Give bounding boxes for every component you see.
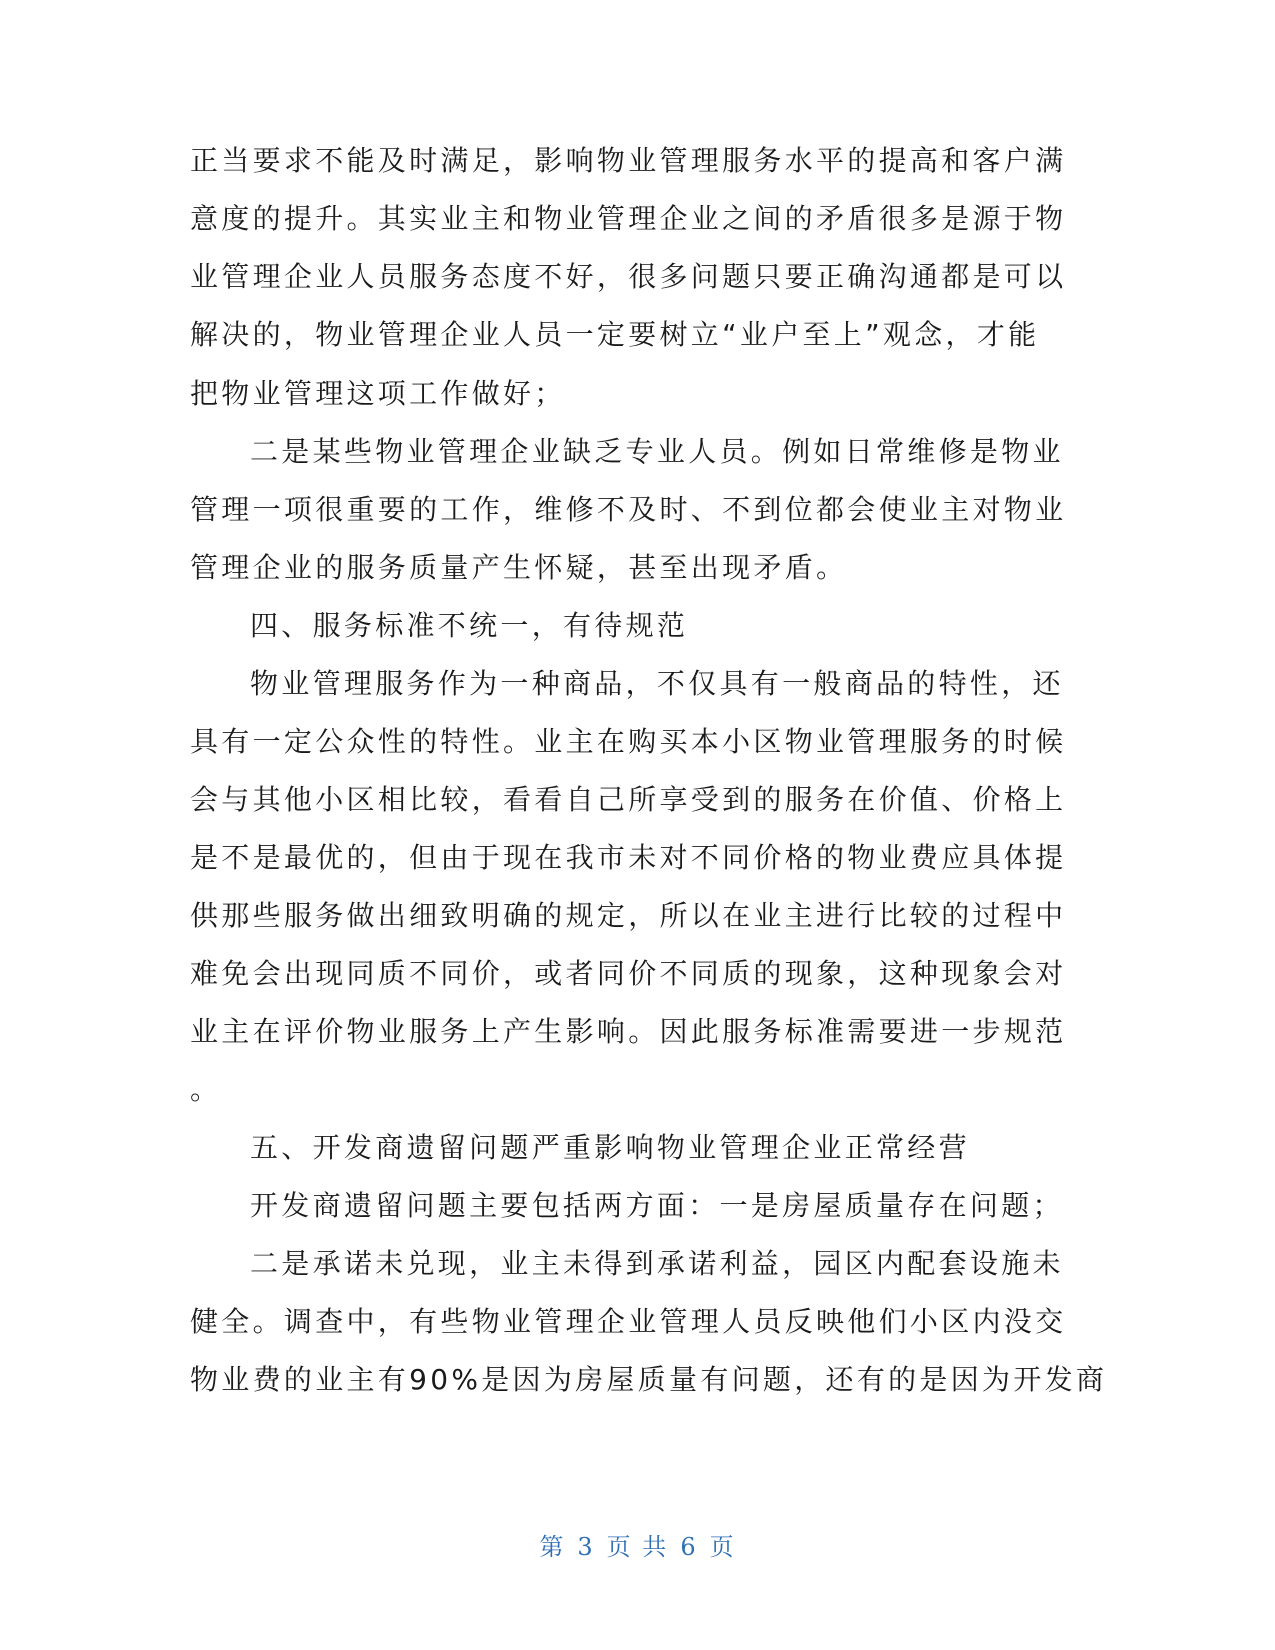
body-text-line: 把物业管理这项工作做好； (190, 377, 566, 410)
paragraph-first-line: 开发商遗留问题主要包括两方面：一是房屋质量存在问题； (250, 1189, 1064, 1222)
body-text-line: 解决的，物业管理企业人员一定要树立“业户至上”观念，才能 (190, 318, 1040, 351)
body-text-line: 健全。调查中，有些物业管理企业管理人员反映他们小区内没交 (190, 1305, 1067, 1338)
page-footer (0, 1532, 1275, 1562)
section-heading: 五、开发商遗留问题严重影响物业管理企业正常经营 (250, 1131, 970, 1164)
section-heading: 四、服务标准不统一，有待规范 (250, 609, 689, 642)
body-text-line: 正当要求不能及时满足，影响物业管理服务水平的提高和客户满 (190, 144, 1067, 177)
body-text-line: 物业费的业主有90%是因为房屋质量有问题，还有的是因为开发商 (190, 1363, 1108, 1396)
paragraph-first-line: 二是承诺未兑现，业主未得到承诺利益，园区内配套设施未 (250, 1247, 1064, 1280)
footer-middle: 页 共 (606, 1533, 669, 1561)
body-text-line: 是不是最优的，但由于现在我市未对不同价格的物业费应具体提 (190, 841, 1067, 874)
body-text-line: 意度的提升。其实业主和物业管理企业之间的矛盾很多是源于物 (190, 202, 1067, 235)
body-text-line: 业主在评价物业服务上产生影响。因此服务标准需要进一步规范 (190, 1015, 1067, 1048)
body-text-line: 管理企业的服务质量产生怀疑，甚至出现矛盾。 (190, 551, 848, 584)
body-text-line: 具有一定公众性的特性。业主在购买本小区物业管理服务的时候 (190, 725, 1067, 758)
current-page-number: 3 (577, 1533, 595, 1561)
footer-suffix: 页 (709, 1533, 736, 1561)
body-text-line: 难免会出现同质不同价，或者同价不同质的现象，这种现象会对 (190, 957, 1067, 990)
body-text-line: 供那些服务做出细致明确的规定，所以在业主进行比较的过程中 (190, 899, 1067, 932)
body-text-line: 业管理企业人员服务态度不好，很多问题只要正确沟通都是可以 (190, 260, 1067, 293)
paragraph-first-line: 二是某些物业管理企业缺乏专业人员。例如日常维修是物业 (250, 435, 1064, 468)
body-text-line: 管理一项很重要的工作，维修不及时、不到位都会使业主对物业 (190, 493, 1067, 526)
total-page-count: 6 (680, 1533, 698, 1561)
body-text-line: 。 (190, 1073, 222, 1106)
paragraph-first-line: 物业管理服务作为一种商品，不仅具有一般商品的特性，还 (250, 667, 1064, 700)
footer-prefix: 第 (539, 1533, 566, 1561)
body-text-line: 会与其他小区相比较，看看自己所享受到的服务在价值、价格上 (190, 783, 1067, 816)
